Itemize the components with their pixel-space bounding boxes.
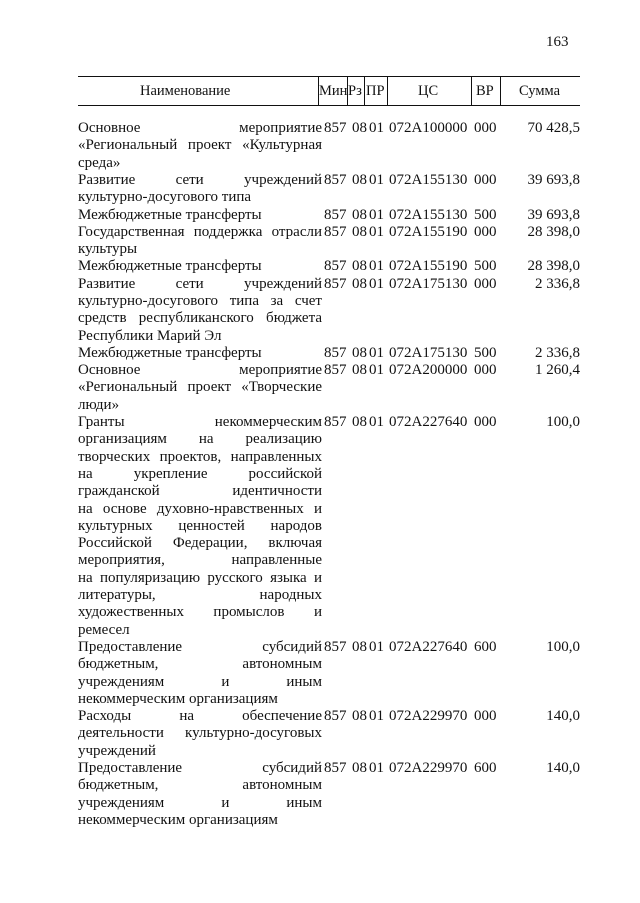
cell-pr: 01 (369, 258, 384, 275)
col-header-rz: Рз (348, 83, 362, 99)
name-line: ремесел (78, 621, 130, 638)
name-line: Межбюджетные трансферты (78, 206, 262, 223)
cell-min: 857 (324, 171, 347, 188)
cell-rz: 08 (352, 275, 367, 292)
cell-name (78, 172, 322, 207)
cell-vr: 500 (474, 258, 497, 275)
name-line: гражданской идентичности (78, 483, 322, 500)
name-line: некоммерческим организациям (78, 811, 278, 828)
cell-min: 857 (324, 275, 347, 292)
cell-pr: 01 (369, 639, 384, 655)
col-header-cs: ЦС (418, 83, 439, 99)
col-header-min: Мин (319, 83, 348, 99)
name-line: культурно-досугового типа (78, 189, 252, 206)
cell-cs: 072A155190 (389, 223, 468, 240)
col-divider (318, 76, 319, 105)
cell-rz: 08 (352, 639, 367, 655)
cell-pr: 01 (369, 708, 384, 725)
cell-name (78, 258, 322, 275)
cell-min: 857 (324, 708, 347, 725)
cell-sum: 100,0 (546, 414, 580, 431)
cell-vr: 000 (474, 362, 497, 379)
name-line: учреждений (78, 742, 156, 759)
cell-cs: 072A200000 (389, 362, 468, 379)
cell-name (78, 414, 322, 639)
cell-vr: 000 (474, 708, 497, 725)
cell-pr: 01 (369, 171, 384, 188)
name-line: Основное мероприятие (78, 120, 322, 136)
cell-min: 857 (324, 120, 347, 136)
cell-rz: 08 (352, 120, 367, 136)
name-line: Предоставление субсидий (78, 639, 322, 655)
name-line: средств республиканского бюджета (78, 310, 322, 327)
name-line: культурно-досугового типа за счет (78, 292, 322, 309)
cell-min: 857 (324, 639, 347, 655)
name-line: «Региональный проект «Культурная (78, 137, 322, 154)
cell-rz: 08 (352, 708, 367, 725)
cell-cs: 072A155190 (389, 258, 468, 275)
cell-rz: 08 (352, 171, 367, 188)
name-line: Предоставление субсидий (78, 760, 322, 777)
name-line: культурных ценностей народов (78, 517, 322, 534)
col-divider (347, 76, 348, 105)
cell-min: 857 (324, 344, 347, 361)
name-line: учреждениям и иным (78, 794, 322, 811)
cell-min: 857 (324, 362, 347, 379)
name-line: на укрепление российской (78, 465, 322, 482)
cell-rz: 08 (352, 362, 367, 379)
cell-min: 857 (324, 206, 347, 223)
cell-name (78, 345, 322, 362)
table-header (78, 76, 580, 105)
cell-pr: 01 (369, 223, 384, 240)
name-line: организациям на реализацию (78, 431, 322, 448)
name-line: Развитие сети учреждений (78, 171, 322, 188)
name-line: Межбюджетные трансферты (78, 258, 262, 275)
name-line: учреждениям и иным (78, 673, 322, 690)
cell-vr: 500 (474, 344, 497, 361)
cell-sum: 1 260,4 (535, 362, 580, 379)
name-line: бюджетным, автономным (78, 656, 322, 673)
cell-cs: 072A227640 (389, 639, 468, 655)
name-line: бюджетным, автономным (78, 777, 322, 794)
name-line: Развитие сети учреждений (78, 275, 322, 292)
cell-rz: 08 (352, 223, 367, 240)
cell-name (78, 207, 322, 224)
cell-vr: 000 (474, 223, 497, 240)
cell-pr: 01 (369, 344, 384, 361)
cell-sum: 39 693,8 (527, 206, 580, 223)
cell-sum: 39 693,8 (527, 171, 580, 188)
cell-vr: 600 (474, 760, 497, 777)
cell-cs: 072A227640 (389, 414, 468, 431)
cell-rz: 08 (352, 414, 367, 431)
cell-min: 857 (324, 258, 347, 275)
name-line: Межбюджетные трансферты (78, 344, 262, 361)
name-line: люди» (78, 396, 120, 413)
cell-name (78, 760, 322, 829)
cell-pr: 01 (369, 275, 384, 292)
name-line: на основе духовно-нравственных и (78, 500, 322, 517)
cell-sum: 140,0 (546, 708, 580, 725)
cell-sum: 70 428,5 (527, 120, 580, 136)
name-line: Основное мероприятие (78, 362, 322, 379)
cell-min: 857 (324, 223, 347, 240)
cell-name (78, 639, 322, 708)
cell-vr: 500 (474, 206, 497, 223)
cell-cs: 072A155130 (389, 206, 468, 223)
cell-sum: 2 336,8 (535, 344, 580, 361)
col-divider (500, 76, 501, 105)
cell-pr: 01 (369, 760, 384, 777)
cell-min: 857 (324, 760, 347, 777)
cell-name (78, 224, 322, 259)
cell-cs: 072A100000 (389, 120, 468, 136)
cell-pr: 01 (369, 414, 384, 431)
name-line: творческих проектов, направленных (78, 448, 322, 465)
cell-sum: 100,0 (546, 639, 580, 655)
name-line: литературы, народных (78, 587, 322, 604)
cell-name (78, 708, 322, 760)
cell-rz: 08 (352, 760, 367, 777)
cell-vr: 000 (474, 414, 497, 431)
cell-sum: 2 336,8 (535, 275, 580, 292)
col-header-sum: Сумма (519, 83, 561, 99)
header-bottom-rule (78, 105, 580, 106)
name-line: Государственная поддержка отрасли (78, 223, 322, 240)
cell-sum: 28 398,0 (527, 223, 580, 240)
name-line: Расходы на обеспечение (78, 708, 322, 725)
col-divider (471, 76, 472, 105)
cell-vr: 000 (474, 120, 497, 136)
name-line: на популяризацию русского языка и (78, 569, 322, 586)
cell-sum: 28 398,0 (527, 258, 580, 275)
cell-name (78, 276, 322, 345)
cell-vr: 000 (474, 171, 497, 188)
cell-pr: 01 (369, 120, 384, 136)
cell-rz: 08 (352, 344, 367, 361)
page-number: 163 (546, 34, 569, 50)
cell-cs: 072A175130 (389, 344, 468, 361)
col-header-name: Наименование (140, 83, 231, 99)
cell-rz: 08 (352, 206, 367, 223)
name-line: некоммерческим организациям (78, 690, 278, 707)
cell-name (78, 120, 322, 172)
cell-name (78, 362, 322, 414)
col-divider (364, 76, 365, 105)
name-line: мероприятия, направленные (78, 552, 322, 569)
name-line: Республики Марий Эл (78, 327, 222, 344)
name-line: среда» (78, 154, 121, 171)
cell-cs: 072A229970 (389, 708, 468, 725)
cell-cs: 072A229970 (389, 760, 468, 777)
col-header-vr: ВР (476, 83, 494, 99)
col-divider (387, 76, 388, 105)
name-line: деятельности культурно-досуговых (78, 725, 322, 742)
cell-pr: 01 (369, 362, 384, 379)
name-line: Гранты некоммерческим (78, 414, 322, 431)
cell-vr: 600 (474, 639, 497, 655)
cell-rz: 08 (352, 258, 367, 275)
name-line: художественных промыслов и (78, 604, 322, 621)
cell-min: 857 (324, 414, 347, 431)
cell-sum: 140,0 (546, 760, 580, 777)
name-line: «Региональный проект «Творческие (78, 379, 322, 396)
cell-vr: 000 (474, 275, 497, 292)
cell-cs: 072A155130 (389, 171, 468, 188)
name-line: культуры (78, 241, 138, 258)
cell-cs: 072A175130 (389, 275, 468, 292)
cell-pr: 01 (369, 206, 384, 223)
col-header-pr: ПР (366, 83, 385, 99)
name-line: Российской Федерации, включая (78, 535, 322, 552)
